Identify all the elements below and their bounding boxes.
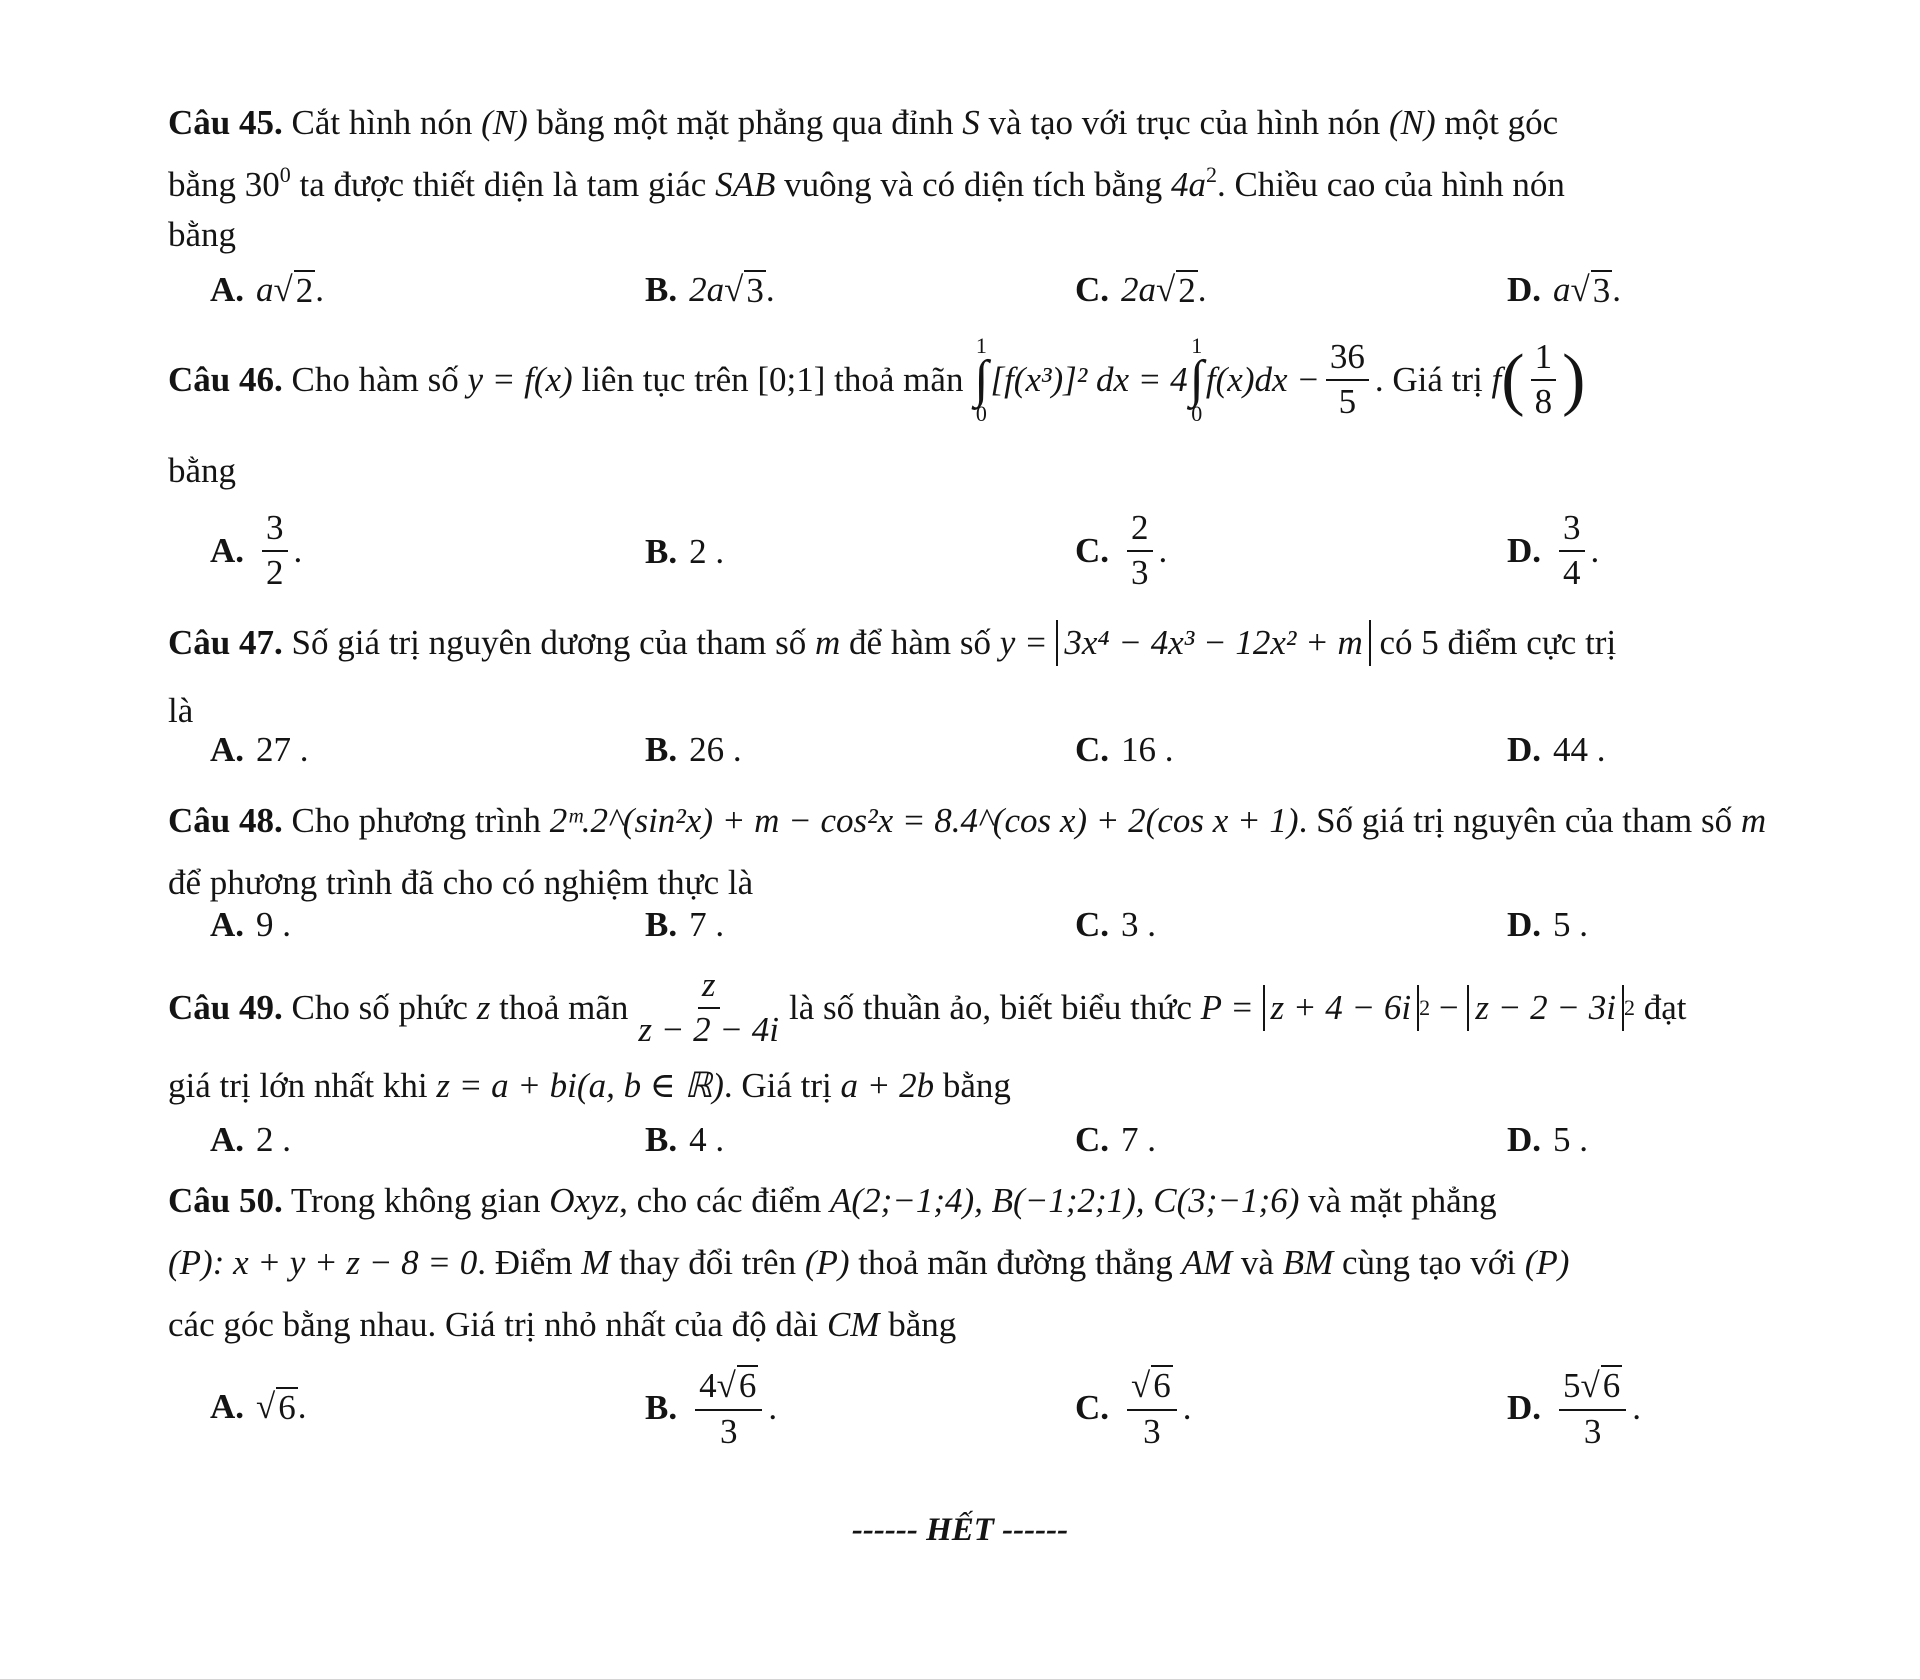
option-value: 9 . <box>256 905 292 944</box>
q46-label: Câu 46. <box>168 360 283 399</box>
option-letter: C. <box>1075 905 1110 944</box>
option-letter: A. <box>210 1387 245 1427</box>
option-letter: A. <box>210 530 245 570</box>
option-c[interactable]: C. $\frac{√6}{3}$ . <box>1075 1366 1192 1451</box>
option-letter: A. <box>210 905 245 944</box>
q45-area-exp: 2 <box>1205 162 1217 187</box>
q48-equation: 2ᵐ.2^(sin²x) + m − cos²x = 8.4^(cos x) + 2(cos x + 1) <box>549 801 1299 840</box>
option-b[interactable] <box>645 1120 724 1160</box>
option-period: . <box>1612 270 1621 310</box>
option-value: 27 . <box>256 730 309 769</box>
q47-text: là <box>168 691 194 730</box>
q45-triangle: SAB <box>715 165 776 204</box>
q50-line1 <box>168 1170 1868 1232</box>
q49-fraction <box>634 964 783 1049</box>
q50-line3 <box>168 1294 1868 1356</box>
option-value: 7 . <box>1121 1120 1157 1159</box>
q45-text: bằng một mặt phẳng qua đỉnh <box>536 103 954 142</box>
q49-expr: a + 2b <box>840 1066 935 1105</box>
q45-text: vuông và có diện tích bằng <box>784 165 1163 204</box>
q45-text: một góc <box>1444 103 1559 142</box>
q48-options <box>210 905 1870 955</box>
option-period: . <box>1158 530 1168 570</box>
numerator: 1 <box>1531 339 1557 381</box>
q49-text: giá trị lớn nhất khi <box>168 1066 428 1105</box>
q46-arg <box>1531 339 1557 421</box>
numerator: 3 <box>262 510 288 552</box>
q46-f: f <box>1491 360 1502 399</box>
q46-line1: Câu 46. Cho hàm số y = f(x) liên tục trên [0;1] thoả mãn 1 ∫ 0 [f(x³)]² dx = 4 1 ∫ 0 f(x)dx − $\frac{36}{5}$ . Giá trị f ( $\frac{1}{8}$ ) <box>168 332 1586 427</box>
q49-abs1: z + 4 − 6i <box>1263 985 1420 1031</box>
q46-function: y = f(x) <box>467 360 573 399</box>
option-radicand: 6 <box>1153 1366 1171 1405</box>
option-letter: C. <box>1075 730 1110 769</box>
q50-text: và mặt phẳng <box>1308 1181 1497 1220</box>
option-value: 26 . <box>689 730 742 769</box>
option-value: 16 . <box>1121 730 1174 769</box>
q46-text: thoả mãn <box>834 360 964 399</box>
q49-zdef: z = a + bi(a, b ∈ ℝ) <box>436 1066 724 1105</box>
q45-line1 <box>168 92 1868 154</box>
question-49 <box>168 960 1868 1117</box>
q49-options <box>210 1120 1870 1170</box>
option-letter: D. <box>1507 1120 1542 1159</box>
denominator: 3 <box>1143 1411 1161 1451</box>
option-radicand: 3 <box>1592 271 1611 310</box>
question-45 <box>168 92 1868 254</box>
option-period: . <box>1590 530 1600 570</box>
q50-BM: BM <box>1282 1243 1334 1282</box>
option-period: . <box>1182 1387 1192 1427</box>
q50-options <box>210 1365 1870 1465</box>
option-d[interactable]: D. a √ 3 . <box>1507 270 1621 310</box>
option-letter: B. <box>645 270 678 310</box>
option-a[interactable] <box>210 730 309 770</box>
q47-label: Câu 47. <box>168 623 283 662</box>
q45-angle: 30 <box>244 165 280 204</box>
option-letter: D. <box>1507 1387 1542 1427</box>
q46-interval: [0;1] <box>757 360 826 399</box>
q47-text: để hàm số <box>849 623 991 662</box>
q50-label: Câu 50. <box>168 1181 283 1220</box>
option-c[interactable]: C. 2a √ 2 . <box>1075 270 1207 310</box>
q50-text: , cho các điểm <box>619 1181 822 1220</box>
denominator: 3 <box>1131 552 1149 592</box>
q49-z: z <box>476 987 491 1027</box>
option-value: 3 . <box>1121 905 1157 944</box>
option-period: . <box>315 270 324 310</box>
q47-abs-expression: 3x⁴ − 4x³ − 12x² + m <box>1056 620 1370 666</box>
q46-integrand: f(x)dx − <box>1205 360 1320 399</box>
option-letter: A. <box>210 730 245 769</box>
option-letter: D. <box>1507 905 1542 944</box>
q46-text: liên tục trên <box>581 360 749 399</box>
option-c[interactable] <box>1075 730 1174 770</box>
q50-oxyz: Oxyz <box>549 1181 620 1220</box>
option-a[interactable] <box>210 905 291 945</box>
question-48 <box>168 790 1868 914</box>
option-period: . <box>1632 1387 1641 1427</box>
question-50 <box>168 1170 1868 1356</box>
denominator: 8 <box>1534 382 1553 421</box>
q50-text: và <box>1240 1243 1274 1282</box>
denominator: 4 <box>1563 552 1581 592</box>
option-value: 4 . <box>689 1120 725 1159</box>
q49-text: đạt <box>1643 987 1687 1027</box>
q50-P: (P) <box>804 1243 850 1282</box>
q50-points: A(2;−1;4), B(−1;2;1), C(3;−1;6) <box>830 1181 1300 1220</box>
q48-text: để phương trình đã cho có nghiệm thực là <box>168 863 754 902</box>
numerator: 36 <box>1326 339 1369 381</box>
option-radicand: 6 <box>278 1388 296 1427</box>
denominator: z − 2 − 4i <box>638 1009 779 1049</box>
q47-text: Số giá trị nguyên dương của tham số <box>291 623 807 662</box>
option-d[interactable] <box>1507 905 1588 945</box>
option-letter: D. <box>1507 730 1542 769</box>
option-letter: B. <box>645 905 678 944</box>
option-period: . <box>297 1387 307 1427</box>
q50-plane: (P): x + y + z − 8 = 0 <box>168 1243 478 1282</box>
option-period: . <box>1197 270 1207 310</box>
q49-text: bằng <box>942 1066 1011 1105</box>
q46-text: Cho hàm số <box>291 360 459 399</box>
q45-text: và tạo với trục của hình nón <box>988 103 1381 142</box>
option-coef: 5 <box>1563 1366 1581 1405</box>
option-value: 5 . <box>1553 905 1589 944</box>
integral-2: 1 ∫ 0 <box>1189 332 1204 427</box>
q46-text: . Giá trị <box>1374 360 1483 399</box>
q49-text: Cho số phức <box>291 987 468 1027</box>
q46-fraction <box>1326 339 1369 421</box>
q49-minus: − <box>1438 987 1459 1027</box>
q47-param: m <box>815 623 841 662</box>
upper-limit: 1 <box>975 332 987 358</box>
q45-text: . Chiều cao của hình nón <box>1216 165 1565 204</box>
option-letter: C. <box>1075 530 1110 570</box>
q49-text: là số thuần ảo, biết biểu thức <box>788 987 1192 1027</box>
q50-text: thay đổi trên <box>619 1243 797 1282</box>
q45-text: bằng <box>168 165 237 204</box>
option-value: 5 . <box>1553 1120 1589 1159</box>
q49-label: Câu 49. <box>168 987 283 1027</box>
q50-text: bằng <box>888 1305 957 1344</box>
option-letter: A. <box>210 1120 245 1159</box>
option-period: . <box>765 270 775 310</box>
q50-text: . Điểm <box>477 1243 573 1282</box>
q49-line2 <box>168 1055 1868 1117</box>
q48-text: . Số giá trị nguyên của tham số <box>1298 801 1733 840</box>
q50-text: thoả mãn đường thẳng <box>858 1243 1173 1282</box>
q50-AM: AM <box>1181 1243 1233 1282</box>
option-radicand: 2 <box>1178 271 1196 310</box>
question-47 <box>168 612 1868 742</box>
end-marker: ------ HẾT ------ <box>851 1512 1069 1548</box>
option-letter: A. <box>210 270 245 310</box>
option-a[interactable]: A. a √ 2 . <box>210 270 324 310</box>
q49-P: P = <box>1200 987 1254 1027</box>
denominator: 5 <box>1338 382 1357 421</box>
option-value: 2 . <box>256 1120 292 1159</box>
q45-text: bằng <box>168 215 237 254</box>
option-d[interactable] <box>1507 1120 1588 1160</box>
option-letter: C. <box>1075 1120 1110 1159</box>
q45-options <box>210 270 1870 322</box>
q45-vertex: S <box>962 103 980 142</box>
q45-line2 <box>168 154 1868 216</box>
q50-P: (P) <box>1524 1243 1570 1282</box>
option-coef: a <box>1553 270 1571 310</box>
q45-text: Cắt hình nón <box>291 103 473 142</box>
integral-1: 1 ∫ 0 <box>974 332 989 427</box>
option-a[interactable]: A. √ 6 . <box>210 1387 307 1427</box>
q50-text: các góc bằng nhau. Giá trị nhỏ nhất của độ dài <box>168 1305 819 1344</box>
q48-line1 <box>168 790 1868 852</box>
option-period: . <box>768 1387 778 1427</box>
q45-text: ta được thiết diện là tam giác <box>299 165 707 204</box>
option-c[interactable] <box>1075 510 1167 592</box>
lower-limit: 0 <box>1191 401 1203 427</box>
option-letter: D. <box>1507 530 1542 570</box>
q50-text: cùng tạo với <box>1341 1243 1516 1282</box>
option-letter: B. <box>645 730 678 769</box>
q45-cone-name: (N) <box>1388 103 1436 142</box>
q46-integrand: [f(x³)]² dx = 4 <box>990 360 1188 399</box>
q45-cone-name: (N) <box>481 103 528 142</box>
denominator: 3 <box>1583 1411 1602 1451</box>
q49-abs2: z − 2 − 3i <box>1467 985 1624 1031</box>
option-b[interactable] <box>645 532 724 572</box>
upper-limit: 1 <box>1191 332 1203 358</box>
numerator: 3 <box>1559 510 1585 552</box>
q45-label: Câu 45. <box>168 103 283 142</box>
question-46 <box>168 330 1868 502</box>
q47-line1 <box>168 612 1868 674</box>
option-c[interactable] <box>1075 905 1156 945</box>
q49-text: thoả mãn <box>499 987 629 1027</box>
option-value: 2 . <box>689 532 725 571</box>
option-coef: 4 <box>699 1366 717 1405</box>
option-radicand: 2 <box>295 271 314 310</box>
option-letter: B. <box>645 1120 678 1159</box>
option-value: 7 . <box>689 905 725 944</box>
q48-param: m <box>1740 801 1767 840</box>
q46-options <box>210 510 1870 605</box>
q45-angle-degree: 0 <box>279 162 291 187</box>
option-a[interactable] <box>210 510 302 592</box>
q46-text: bằng <box>168 451 237 490</box>
option-coef: 2a <box>1121 270 1157 310</box>
q48-label: Câu 48. <box>168 801 283 840</box>
option-b[interactable]: B. $\frac{4√6}{3}$ . <box>645 1366 778 1451</box>
denominator: 2 <box>266 552 284 592</box>
option-radicand: 3 <box>746 271 764 310</box>
option-d[interactable] <box>1507 510 1599 592</box>
q50-line2 <box>168 1232 1868 1294</box>
q47-options <box>210 730 1870 780</box>
q47-y: y = <box>999 623 1048 662</box>
option-period: . <box>293 530 303 570</box>
q45-area: 4a <box>1170 165 1206 204</box>
q50-M: M <box>581 1243 611 1282</box>
option-d[interactable]: D. $\frac{5√6}{3}$ . <box>1507 1366 1641 1451</box>
numerator: 2 <box>1127 510 1153 552</box>
option-letter: D. <box>1507 270 1542 310</box>
numerator: z <box>698 967 720 1009</box>
denominator: 3 <box>719 1411 738 1451</box>
option-coef: 2a <box>689 270 725 310</box>
lower-limit: 0 <box>975 401 987 427</box>
option-a[interactable] <box>210 1120 291 1160</box>
option-radicand: 6 <box>738 1366 757 1405</box>
option-letter: B. <box>645 1387 678 1427</box>
option-c[interactable] <box>1075 1120 1156 1160</box>
q50-text: Trong không gian <box>290 1181 541 1220</box>
option-b[interactable] <box>645 905 724 945</box>
q49-line1: Câu 49. Cho số phức z thoả mãn $\frac{z}{z - 2 - 4i}$ là số thuần ảo, biết biểu thức P = z + 4 − 6i 2 − z − 2 − 3i 2 đạt <box>168 964 1687 1049</box>
option-value: 44 . <box>1553 730 1606 769</box>
option-letter: C. <box>1075 270 1110 310</box>
q49-text: . Giá trị <box>723 1066 832 1105</box>
option-d[interactable] <box>1507 730 1606 770</box>
option-radicand: 6 <box>1602 1366 1621 1405</box>
q50-CM: CM <box>826 1305 880 1344</box>
q47-text: có 5 điểm cực trị <box>1379 623 1617 662</box>
option-letter: C. <box>1075 1387 1110 1427</box>
option-coef: a <box>256 270 274 310</box>
option-b[interactable] <box>645 730 742 770</box>
option-letter: B. <box>645 532 678 571</box>
q48-text: Cho phương trình <box>291 801 541 840</box>
option-b[interactable]: B. 2a √ 3 . <box>645 270 775 310</box>
